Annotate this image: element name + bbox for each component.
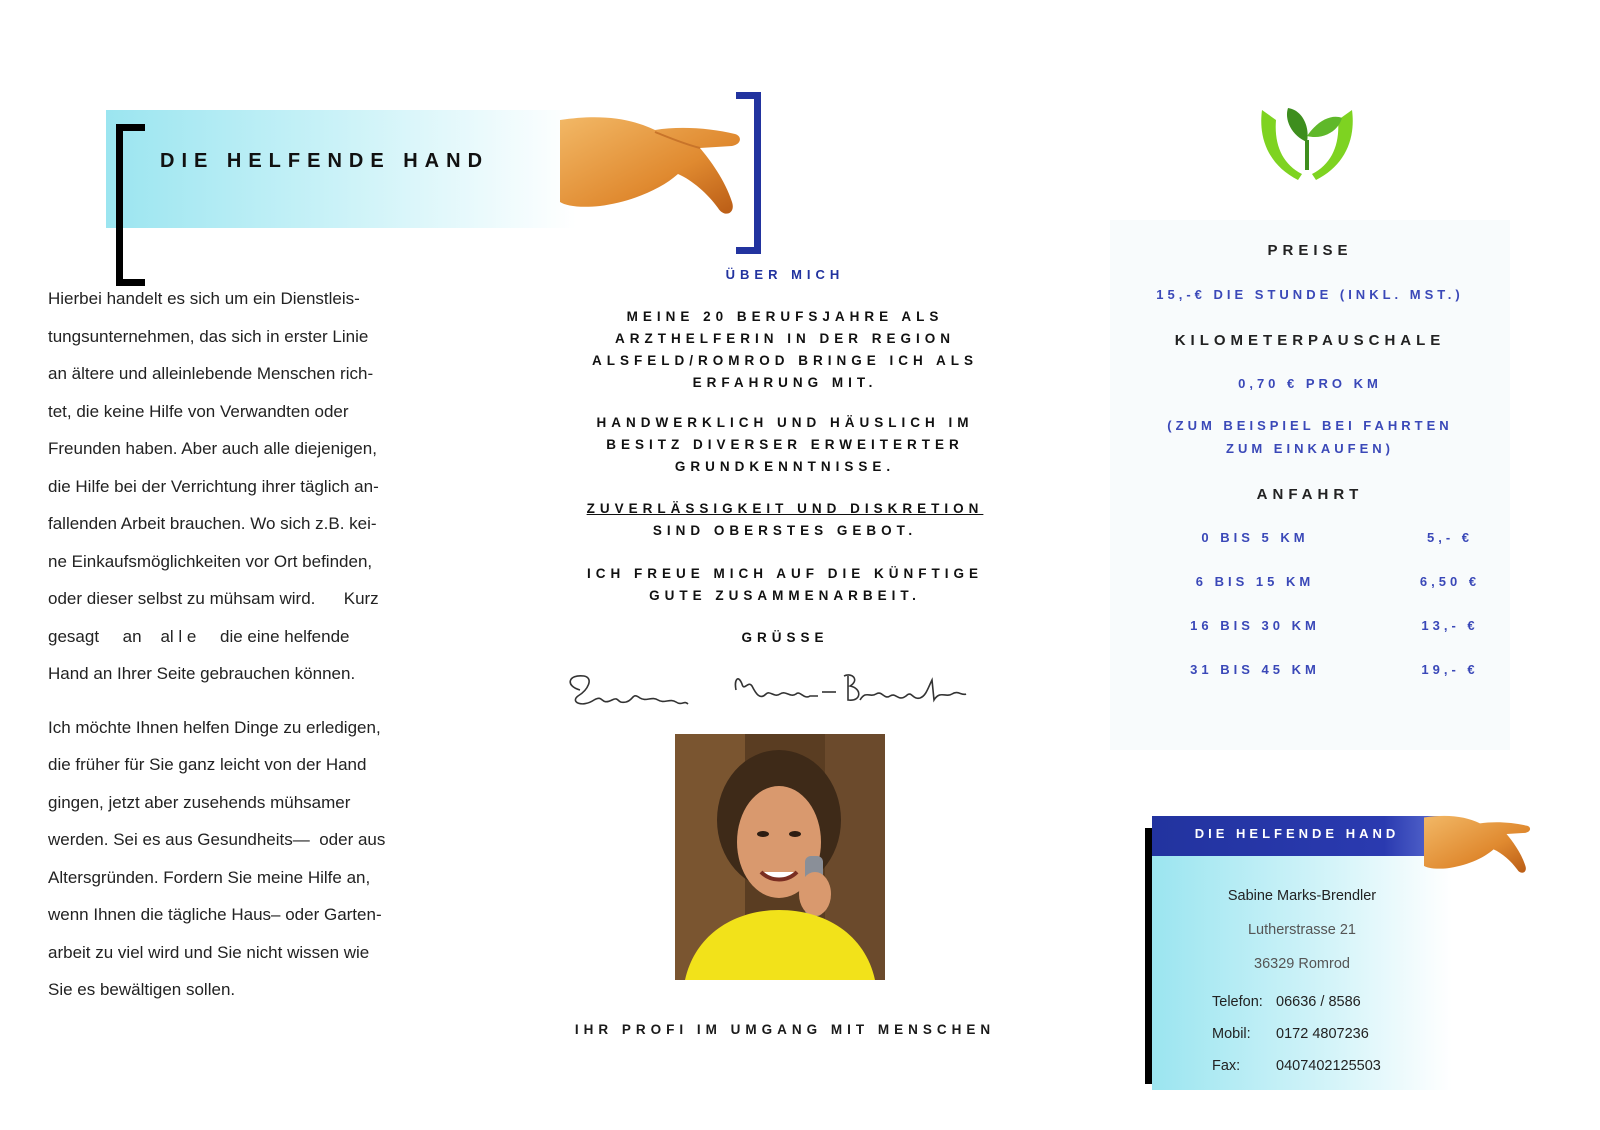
about-paragraph-4 (555, 563, 1015, 607)
intro-line: oder dieser selbst zu mühsam wird. Kurz (48, 589, 379, 608)
about-line: GUTE ZUSAMMENARBEIT. (649, 588, 921, 603)
phone-label: Telefon: (1212, 994, 1263, 1010)
about-line: ICH FREUE MICH AUF DIE KÜNFTIGE (587, 566, 983, 581)
about-line: ARZTHELFERIN IN DER REGION (614, 331, 955, 346)
contact-fax-row (1212, 1058, 1472, 1074)
greeting: GRÜSSE (741, 630, 829, 645)
intro-line: die früher für Sie ganz leicht von der Hand (48, 755, 367, 774)
contact-city: 36329 Romrod (1254, 956, 1350, 972)
intro-line: tet, die keine Hilfe von Verwandten oder (48, 401, 349, 421)
arrival-range: 0 BIS 5 KM (1201, 530, 1309, 545)
contact-card (1152, 818, 1452, 1090)
about-paragraph-3 (555, 498, 1015, 542)
intro-line: tungsunternehmen, das sich in erster Linie (48, 326, 369, 346)
intro-line: Hierbei handelt es sich um ein Dienstleis- (48, 289, 360, 308)
about-line: GRUNDKENNTNISSE. (674, 459, 896, 474)
mobile-number: 0172 4807236 (1276, 1026, 1369, 1042)
pointing-hand-icon (560, 110, 750, 230)
contact-card-title: DIE HELFENDE HAND (1194, 826, 1400, 841)
about-line: HANDWERKLICH UND HÄUSLICH IM (596, 415, 974, 430)
about-line: MEINE 20 BERUFSJAHRE ALS (626, 309, 944, 324)
pointing-hand-small-icon (1424, 808, 1536, 886)
arrival-price: 6,50 € (1419, 574, 1481, 589)
about-line-underlined: ZUVERLÄSSIGKEIT UND DISKRETION (586, 501, 984, 516)
about-line: ERFAHRUNG MIT. (692, 375, 878, 390)
phone-number: 06636 / 8586 (1276, 994, 1361, 1010)
km-allowance-heading: KILOMETERPAUSCHALE (1174, 332, 1446, 349)
intro-line: fallenden Arbeit brauchen. Wo sich z.B. kei- (48, 514, 377, 533)
fax-label: Fax: (1212, 1058, 1241, 1074)
intro-line: an ältere und alleinlebende Menschen rich- (48, 364, 374, 383)
contact-street: Lutherstrasse 21 (1247, 922, 1356, 938)
intro-line: wenn Ihnen die tägliche Haus– oder Garten- (48, 905, 382, 924)
intro-text (48, 280, 480, 1025)
fax-number: 0407402125503 (1276, 1058, 1381, 1074)
km-note-line-2: ZUM EINKAUFEN) (1226, 441, 1394, 456)
mobile-label: Mobil: (1212, 1026, 1251, 1042)
intro-line: Ich möchte Ihnen helfen Dinge zu erledigen, (48, 717, 381, 737)
about-line: BESITZ DIVERSER ERWEITERTER (606, 437, 964, 452)
intro-line: Altersgründen. Fordern Sie meine Hilfe an, (48, 867, 371, 887)
arrival-range: 31 BIS 45 KM (1190, 662, 1320, 677)
brochure-title: DIE HELFENDE HAND (160, 150, 490, 172)
about-paragraph-2 (555, 412, 1015, 478)
intro-line: Freunden haben. Aber auch alle diejenigen, (48, 439, 377, 458)
contact-mobile-row (1212, 1026, 1472, 1042)
arrival-heading: ANFAHRT (1256, 486, 1364, 503)
km-note-line-1: (ZUM BEISPIEL BEI FAHRTEN (1167, 418, 1453, 433)
intro-line: werden. Sei es aus Gesundheits— oder aus (48, 830, 386, 849)
hourly-rate: 15,-€ DIE STUNDE (INKL. MST.) (1156, 287, 1464, 302)
left-bracket (116, 124, 145, 286)
contact-phone-row (1212, 994, 1472, 1010)
portrait-photo (675, 734, 885, 980)
intro-line: die Hilfe bei der Verrichtung ihrer täglich an- (48, 476, 379, 496)
arrival-range: 16 BIS 30 KM (1190, 618, 1320, 633)
sprout-hands-logo (1252, 70, 1362, 190)
intro-line: gesagt an al l e die eine helfende (48, 626, 350, 646)
about-paragraph-1 (555, 306, 1015, 394)
tagline: IHR PROFI IM UMGANG MIT MENSCHEN (574, 1022, 996, 1037)
about-heading: ÜBER MICH (725, 267, 845, 282)
about-line: ALSFELD/ROMROD BRINGE ICH ALS (592, 353, 978, 368)
signature-image (560, 660, 1020, 720)
contact-name: Sabine Marks-Brendler (1227, 888, 1377, 904)
contact-card-bracket (1145, 828, 1152, 1084)
arrival-range: 6 BIS 15 KM (1195, 574, 1315, 589)
arrival-price: 5,- € (1426, 530, 1473, 545)
intro-line: arbeit zu viel wird und Sie nicht wissen wie (48, 942, 370, 962)
arrival-price: 19,- € (1421, 662, 1479, 677)
intro-paragraph-1 (48, 280, 480, 693)
intro-line: Sie es bewältigen sollen. (48, 980, 236, 999)
intro-line: Hand an Ihrer Seite gebrauchen können. (48, 664, 356, 683)
arrival-price: 13,- € (1421, 618, 1479, 633)
about-line: SIND OBERSTES GEBOT. (652, 523, 918, 538)
prices-heading: PREISE (1267, 242, 1353, 259)
intro-line: ne Einkaufsmöglichkeiten vor Ort befinden, (48, 551, 373, 571)
intro-paragraph-2 (48, 709, 480, 1009)
intro-line: gingen, jetzt aber zusehends mühsamer (48, 792, 351, 812)
km-rate: 0,70 € PRO KM (1238, 376, 1382, 391)
